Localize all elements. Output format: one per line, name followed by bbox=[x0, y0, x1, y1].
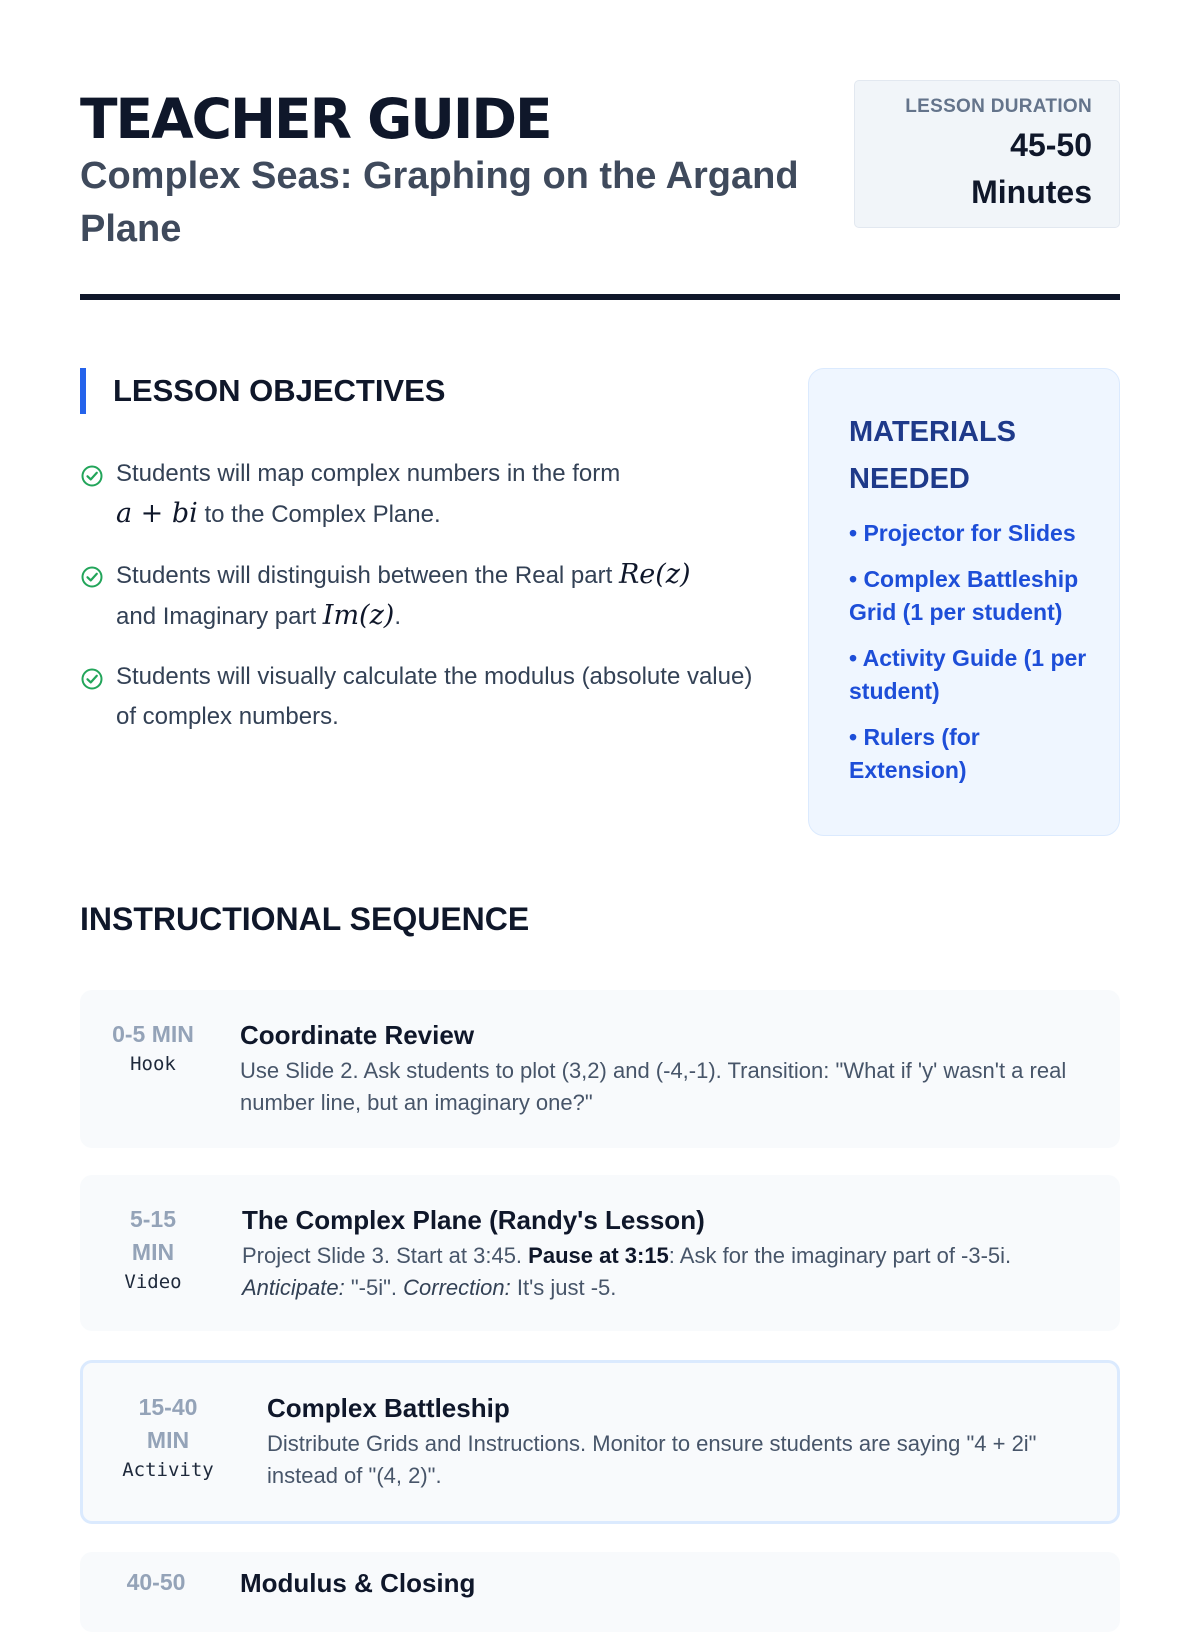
step-time bbox=[83, 1391, 223, 1483]
objective-text: . bbox=[394, 603, 402, 630]
objective-text: to the Complex Plane. bbox=[197, 501, 441, 528]
objectives-list bbox=[80, 454, 760, 737]
step-body bbox=[223, 1391, 1117, 1492]
page-title: TEACHER GUIDE bbox=[80, 87, 551, 151]
material-item: • Projector for Slides bbox=[849, 520, 1076, 546]
step-time bbox=[80, 1203, 198, 1295]
step-minutes: 15-40 MIN bbox=[138, 1394, 198, 1453]
step-minutes: 5-15 MIN bbox=[129, 1206, 177, 1265]
sequence-step bbox=[80, 1360, 1120, 1524]
objective-item bbox=[80, 555, 760, 637]
duration-range: 45-50 bbox=[1010, 127, 1092, 163]
sequence-step bbox=[80, 1175, 1120, 1331]
step-minutes: 40-50 bbox=[126, 1569, 186, 1595]
step-title: The Complex Plane (Randy's Lesson) bbox=[242, 1205, 705, 1235]
material-item: • Rulers (for Extension) bbox=[849, 724, 980, 783]
step-tag: Activity bbox=[122, 1459, 214, 1481]
check-circle-icon bbox=[80, 565, 104, 589]
objective-text: Students will map complex numbers in the form bbox=[116, 460, 621, 487]
math-expression: Im(z) bbox=[322, 600, 395, 631]
step-tag: Video bbox=[124, 1271, 182, 1293]
math-expression: Re(z) bbox=[618, 559, 691, 590]
objective-item bbox=[80, 454, 760, 535]
sequence-step bbox=[80, 990, 1120, 1148]
objective-text: Students will distinguish between the Real part bbox=[116, 562, 619, 589]
step-time bbox=[80, 1018, 198, 1077]
lesson-duration-box bbox=[854, 80, 1120, 228]
duration-value bbox=[855, 122, 1092, 216]
step-title: Coordinate Review bbox=[240, 1020, 475, 1050]
duration-unit: Minutes bbox=[971, 174, 1092, 210]
material-item: • Complex Battleship Grid (1 per student) bbox=[849, 566, 1079, 625]
step-body bbox=[206, 1566, 1120, 1600]
material-item: • Activity Guide (1 per student) bbox=[849, 645, 1087, 704]
teacher-guide-page bbox=[80, 80, 1120, 1598]
step-emphasis: Pause at 3:15 bbox=[528, 1243, 669, 1268]
guide-header bbox=[80, 80, 1120, 290]
materials-heading: MATERIALS NEEDED bbox=[849, 416, 1017, 495]
lesson-subtitle: Complex Seas: Graphing on the Argand Plane bbox=[80, 155, 799, 250]
objective-item bbox=[80, 657, 760, 737]
check-circle-icon bbox=[80, 667, 104, 691]
sequence-heading: INSTRUCTIONAL SEQUENCE bbox=[80, 901, 530, 937]
objective-text: Students will visually calculate the modulus (absolute value) of complex numbers. bbox=[116, 663, 753, 730]
step-text: Project Slide 3. Start at 3:45. bbox=[242, 1243, 529, 1268]
math-expression: a + bi bbox=[116, 498, 198, 529]
step-text: "-5i". bbox=[344, 1275, 404, 1300]
step-time bbox=[80, 1566, 206, 1599]
step-tag: Hook bbox=[130, 1053, 176, 1075]
step-description: Distribute Grids and Instructions. Monitor to ensure students are saying "4 + 2i" instead of "(4, 2)". bbox=[267, 1431, 1037, 1488]
step-text: : Ask for the imaginary part of -3-5i. bbox=[668, 1243, 1012, 1268]
step-title: Complex Battleship bbox=[267, 1393, 510, 1423]
step-title: Modulus & Closing bbox=[240, 1568, 476, 1598]
objective-text: and Imaginary part bbox=[116, 603, 323, 630]
check-circle-icon bbox=[80, 464, 104, 488]
sequence-step bbox=[80, 1552, 1120, 1632]
materials-panel bbox=[808, 368, 1120, 836]
duration-label: LESSON DURATION bbox=[905, 96, 1092, 117]
step-description bbox=[242, 1240, 1070, 1304]
step-description: Use Slide 2. Ask students to plot (3,2) and (-4,-1). Transition: "What if 'y' wasn't a real number line, but an imaginary one?" bbox=[240, 1058, 1067, 1115]
lesson-objectives bbox=[80, 368, 760, 757]
step-italic-label: Anticipate: bbox=[242, 1275, 345, 1300]
step-minutes: 0-5 MIN bbox=[112, 1021, 194, 1047]
step-body bbox=[198, 1018, 1120, 1119]
step-text: It's just -5. bbox=[510, 1275, 617, 1300]
objectives-heading: LESSON OBJECTIVES bbox=[80, 368, 760, 414]
step-body bbox=[198, 1203, 1120, 1304]
step-italic-label: Correction: bbox=[403, 1275, 511, 1300]
header-divider bbox=[80, 294, 1120, 300]
